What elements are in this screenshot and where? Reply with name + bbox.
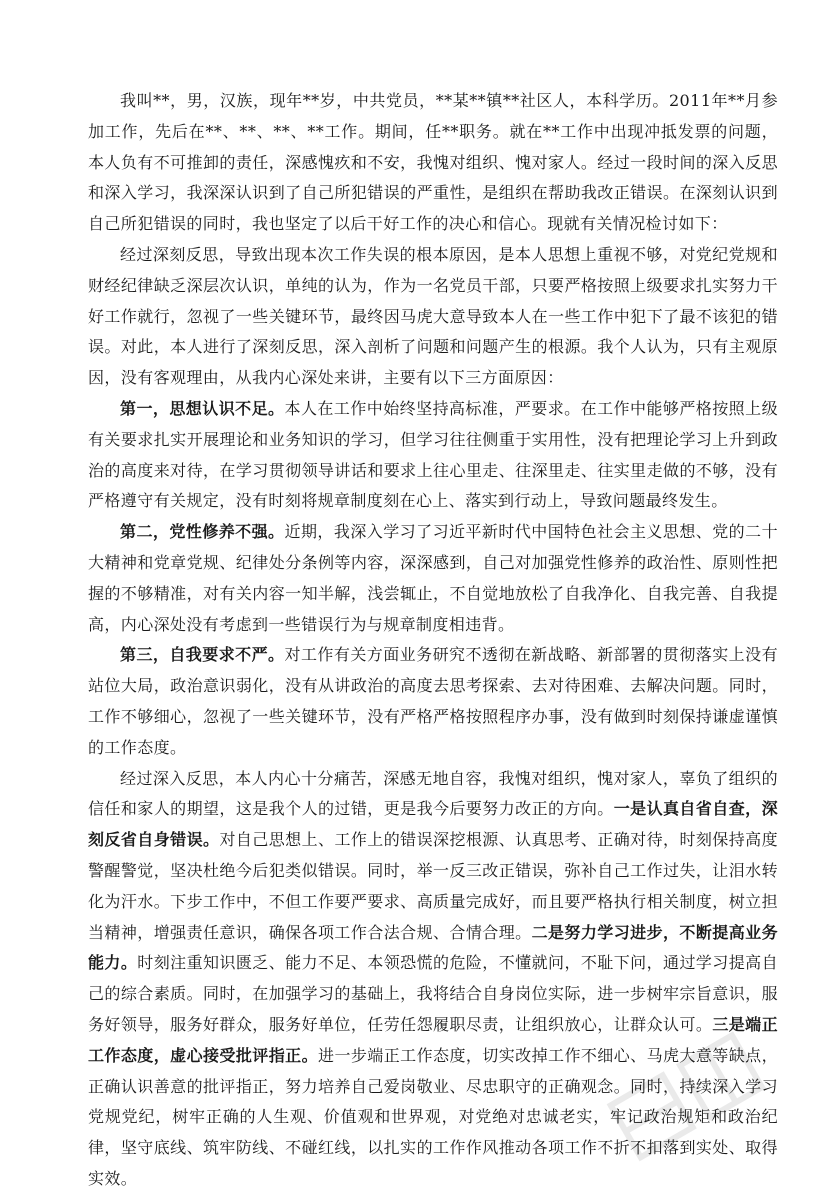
reason-heading: 第三，自我要求不严。 [120,645,285,665]
paragraph-reflection [88,240,778,394]
paragraph-reason-second [88,517,778,640]
measure-heading: 二是努力学习进步，不断提高业务能力。 [88,922,778,973]
document-body [88,86,778,1195]
paragraph-text: 进一步端正工作态度，切实改掉工作不细心、马虎大意等缺点，正确认识善意的批评指正，努力培养自己爱岗敬业、尽忠职守的正确观念。同时，持续深入学习党规党纪，树牢正确的人生观、价值观和世界观，对党绝对忠诚老实，牢记政治规矩和政治纪律，坚守底线、筑牢防线、不碰红线，以扎实的工作作风推动各项工作不折不扣落到实处、取得实效。 [88,1045,778,1188]
paragraph-text: 经过深刻反思，导致出现本次工作失误的根本原因，是本人思想上重视不够，对党纪党规和财经纪律缺乏深层次认识，单纯的认为，作为一名党员干部，只要严格按照上级要求扎实努力干好工作就行，忽视了一些关键环节，最终因马虎大意导致本人在一些工作中犯下了最不该犯的错误。对此，本人进行了深刻反思，深入剖析了问题和问题产生的根源。我个人认为，只有主观原因，没有客观理由，从我内心深处来讲，主要有以下三方面原因： [88,244,778,388]
reason-heading: 第一，思想认识不足。 [120,398,285,418]
reason-heading: 第二，党性修养不强。 [120,522,285,542]
paragraph-text: 近期，我深入学习了习近平新时代中国特色社会主义思想、党的二十大精神和党章党规、纪律处分条例等内容，深深感到，自己对加强党性修养的政治性、原则性把握的不够精准，对有关内容一知半解，浅尝辄止，不自觉地放松了自我净化、自我完善、自我提高，内心深处没有考虑到一些错误行为与规章制度相违背。 [88,522,778,634]
paragraph-text: 对自己思想上、工作上的错误深挖根源、认真思考、正确对待，时刻保持高度警醒警觉，坚决杜绝今后犯类似错误。同时，举一反三改正错误，弥补自己工作过失，让泪水转化为汗水。下步工作中，不但工作要严要求、高质量完成好，而且要严格执行相关制度，树立担当精神，增强责任意识，确保各项工作合法合规、合情合理。 [88,830,778,942]
paragraph-intro [88,86,778,240]
paragraph-reason-first [88,394,778,517]
paragraph-text: 本人在工作中始终坚持高标准，严要求。在工作中能够严格按照上级有关要求扎实开展理论和业务知识的学习，但学习往往侧重于实用性，没有把理论学习上升到政治的高度来对待，在学习贯彻领导讲话和要求上往心里走、往深里走、往实里走做的不够，没有严格遵守有关规定，没有时刻将规章制度刻在心上、落实到行动上，导致问题最终发生。 [88,398,778,511]
paragraph-text: 对工作有关方面业务研究不透彻在新战略、新部署的贯彻落实上没有站位大局，政治意识弱化，没有从讲政治的高度去思考探索、去对待困难、去解决问题。同时，工作不够细心，忽视了一些关键环节，没有严格严格按照程序办事，没有做到时刻保持谦虚谨慎的工作态度。 [88,645,778,757]
paragraph-reason-third [88,640,778,763]
paragraph-text: 经过深入反思，本人内心十分痛苦，深感无地自容，我愧对组织，愧对家人，辜负了组织的信任和家人的期望，这是我个人的过错，更是我今后要努力改正的方向。 [88,768,778,819]
paragraph-text: 时刻注重知识匮乏、能力不足、本领恐慌的危险，不懂就问，不耻下问，通过学习提高自己的综合素质。同时，在加强学习的基础上，我将结合自身岗位实际，进一步树牢宗旨意识，服务好领导，服务好群众，服务好单位，任劳任怨履职尽责，让组织放心，让群众认可。 [88,953,778,1034]
paragraph-text: 我叫**，男，汉族，现年**岁，中共党员，**某**镇**社区人，本科学历。2011年**月参加工作，先后在**、**、**、**工作。期间，任**职务。就在**工作中出现冲抵发票的问题，本人负有不可推卸的责任，深感愧疚和不安，我愧对组织、愧对家人。经过一段时间的深入反思和深入学习，我深深认识到了自己所犯错误的严重性，是组织在帮助我改正错误。在深刻认识到自己所犯错误的同时，我也坚定了以后干好工作的决心和信心。现就有关情况检讨如下： [88,91,778,234]
measure-heading: 三是端正工作态度，虚心接受批评指正。 [88,1014,778,1065]
measure-heading: 一是认真自省自查，深刻反省自身错误。 [88,799,778,850]
paragraph-measures [88,764,778,1195]
